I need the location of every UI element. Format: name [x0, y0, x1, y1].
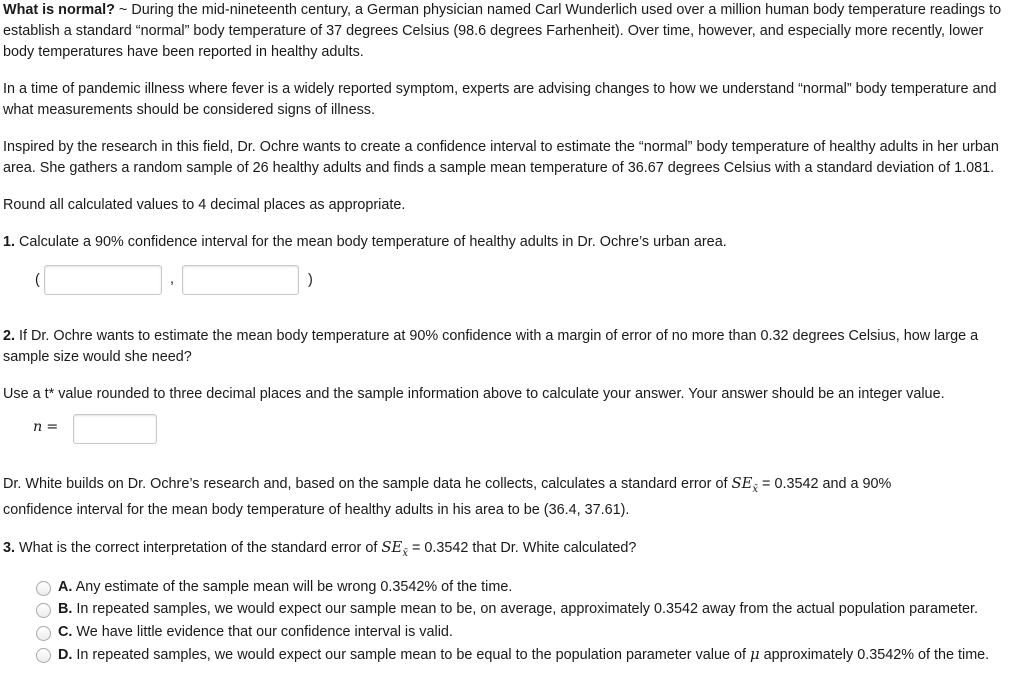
q3-se-formula: [381, 538, 408, 559]
problem-page: [3, 0, 1018, 669]
se-formula: [731, 475, 759, 495]
option-c-text: We have little evidence that our confidence interval is valid.: [72, 623, 453, 640]
q3-se-subscript: x̄: [402, 547, 408, 559]
n-symbol: n: [33, 419, 43, 435]
white-text-before: Dr. White builds on Dr. Ochre’s research and, based on the sample data he collects, calculates a standard error of: [3, 476, 732, 492]
option-b-letter: B.: [58, 601, 73, 618]
ci-comma: ,: [170, 271, 174, 287]
sample-size-row: [3, 408, 1018, 454]
se-subscript: x̄: [752, 483, 759, 495]
white-text-after: confidence interval for the mean body temperature of healthy adults in his area to be (36.4, 37.61).: [3, 501, 630, 518]
option-d[interactable]: [3, 645, 1018, 666]
option-d-radio[interactable]: [36, 648, 51, 663]
intro-title: What is normal?: [3, 2, 115, 18]
question-2-number: 2.: [3, 328, 16, 344]
option-a-letter: A.: [58, 578, 73, 595]
question-2: [3, 326, 1018, 368]
q3-se-symbol: SE: [381, 538, 403, 556]
option-b-text: In repeated samples, we would expect our sample mean to be, on average, approximately 0.3542 away from the actual population parameter.: [72, 601, 978, 618]
close-paren: ): [308, 272, 313, 288]
n-equals: =: [46, 419, 59, 435]
question-3-text-after: = 0.3542 that Dr. White calculated?: [407, 539, 637, 556]
question-3-text-before: What is the correct interpretation of the standard error of: [15, 539, 382, 556]
question-1: [3, 232, 1018, 253]
intro-paragraph: [3, 0, 1018, 63]
ci-upper-input[interactable]: [182, 265, 299, 295]
option-a-radio[interactable]: [36, 581, 51, 596]
open-paren: (: [35, 272, 40, 288]
white-text-mid: = 0.3542 and a 90%: [758, 476, 892, 492]
question-1-number: 1.: [3, 234, 16, 250]
sample-size-input[interactable]: [73, 414, 157, 444]
se-symbol: SE: [731, 475, 753, 492]
option-a[interactable]: [3, 578, 1018, 598]
question-3-number: 3.: [3, 539, 16, 556]
option-c-radio[interactable]: [36, 626, 51, 641]
rounding-note: Round all calculated values to 4 decimal places as appropriate.: [3, 197, 406, 213]
option-d-letter: D.: [58, 647, 73, 664]
dr-white-paragraph: [3, 473, 1018, 521]
n-label: [33, 419, 58, 435]
ci-lower-input[interactable]: [44, 265, 162, 295]
mu-symbol: μ: [749, 646, 760, 664]
question-2-instruction: Use a t* value rounded to three decimal places and the sample information above to calculate your answer. Your answer should be an integer value.: [3, 386, 945, 402]
confidence-interval-inputs: [3, 259, 1018, 303]
option-a-text: Any estimate of the sample mean will be wrong 0.3542% of the time.: [72, 578, 513, 595]
scenario-paragraph: Inspired by the research in this field, Dr. Ochre wants to create a confidence interval to estimate the “normal” body temperature of healthy adults in her urban area. She gathers a random sample of 26 healthy adults and finds a sample mean temperature of 36.67 degrees Celsius with a standard deviation of 1.081.: [3, 139, 999, 176]
question-2-text: If Dr. Ochre wants to estimate the mean body temperature at 90% confidence with a margin of error of no more than 0.32 degrees Celsius, how large a sample size would she need?: [3, 328, 979, 365]
option-d-text-before: In repeated samples, we would expect our sample mean to be equal to the population parameter value of: [72, 647, 750, 664]
option-c-letter: C.: [58, 623, 73, 640]
option-c[interactable]: [3, 623, 1018, 643]
option-b[interactable]: [3, 600, 1018, 620]
option-d-text-after: approximately 0.3542% of the time.: [759, 647, 990, 664]
option-b-radio[interactable]: [36, 603, 51, 618]
question-1-text: Calculate a 90% confidence interval for the mean body temperature of healthy adults in Dr. Ochre’s urban area.: [15, 234, 727, 250]
question-3: [3, 537, 1018, 564]
intro-text: ~ During the mid-nineteenth century, a German physician named Carl Wunderlich used over a million human body temperature readings to establish a standard “normal” body temperature of 37 degrees Celsius (98.6 degrees Farhenheit). Over time, however, and especially more recently, lower body temperatures have been reported in healthy adults.: [3, 2, 1002, 60]
context-paragraph: In a time of pandemic illness where fever is a widely reported symptom, experts are advising changes to how we understand “normal” body temperature and what measurements should be considered signs of illness.: [3, 81, 997, 118]
answer-options: [3, 578, 1018, 666]
